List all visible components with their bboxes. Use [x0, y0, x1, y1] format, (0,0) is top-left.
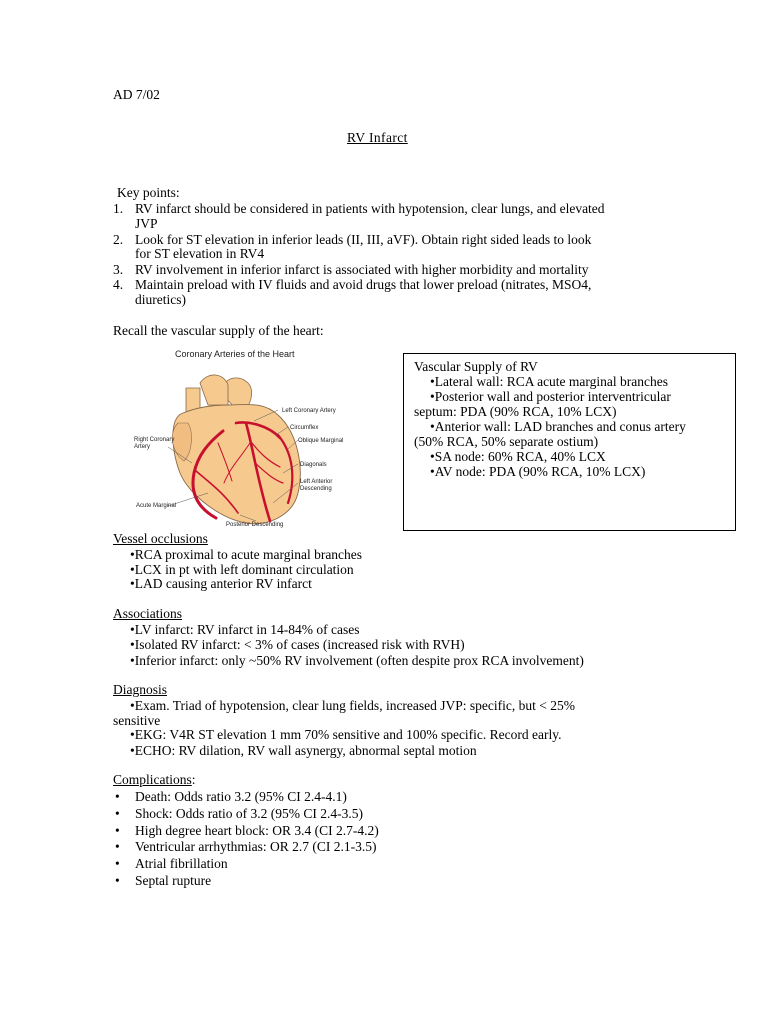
list-item: High degree heart block: OR 3.4 (CI 2.7-4.2)	[135, 823, 379, 838]
complications-heading: Complications	[113, 772, 192, 787]
list-item: RV involvement in inferior infarct is associated with higher morbidity and mortality	[135, 262, 589, 277]
bullet-icon: •	[115, 856, 120, 871]
list-item-number: 1.	[113, 201, 124, 216]
label-left-coronary-artery: Left Coronary Artery	[282, 408, 336, 414]
list-item-continued: for ST elevation in RV4	[135, 246, 265, 261]
list-item: •Inferior infarct: only ~50% RV involvement (often despite prox RCA involvement)	[130, 653, 584, 668]
diagnosis-heading: Diagnosis	[113, 682, 167, 697]
list-item: Look for ST elevation in inferior leads (II, III, aVF). Obtain right sided leads to look	[135, 232, 592, 247]
associations-heading: Associations	[113, 606, 182, 621]
vascular-box-line: •Lateral wall: RCA acute marginal branches	[430, 374, 669, 389]
list-item: •ECHO: RV dilation, RV wall asynergy, abnormal septal motion	[130, 743, 477, 758]
label-circumflex: Circumflex	[290, 425, 319, 431]
list-item-number: 2.	[113, 232, 124, 247]
bullet-icon: •	[115, 839, 120, 854]
list-item: RV infarct should be considered in patients with hypotension, clear lungs, and elevated	[135, 201, 605, 216]
occlusions-heading: Vessel occlusions	[113, 531, 208, 546]
list-item: •LCX in pt with left dominant circulation	[130, 562, 354, 577]
label-oblique-marginal: Oblique Marginal	[298, 438, 344, 444]
list-item: Atrial fibrillation	[135, 856, 228, 871]
list-item-number: 4.	[113, 277, 124, 292]
list-item-number: 3.	[113, 262, 124, 277]
bullet-icon: •	[115, 806, 120, 821]
label-posterior-descending: Posterior Descending	[226, 522, 284, 528]
list-item: Ventricular arrhythmias: OR 2.7 (CI 2.1-3.5)	[135, 839, 377, 854]
recall-text: Recall the vascular supply of the heart:	[113, 323, 324, 338]
list-item: •RCA proximal to acute marginal branches	[130, 547, 363, 562]
label-acute-marginal: Acute Marginal	[136, 503, 177, 509]
figure-title: Coronary Arteries of the Heart	[175, 349, 295, 359]
list-item: •LV infarct: RV infarct in 14-84% of cases	[130, 622, 360, 637]
vascular-box-title: Vascular Supply of RV	[414, 359, 538, 374]
label-right-coronary: Right Coronary	[134, 437, 175, 443]
list-item: Shock: Odds ratio of 3.2 (95% CI 2.4-3.5)	[135, 806, 363, 821]
bullet-icon: •	[115, 873, 120, 888]
coronary-arteries-figure	[128, 343, 344, 533]
list-item-continued: diuretics)	[135, 292, 186, 307]
vascular-box-line: •Anterior wall: LAD branches and conus artery	[430, 419, 686, 434]
list-item: •Isolated RV infarct: < 3% of cases (increased risk with RVH)	[130, 637, 465, 652]
vascular-box-line: •SA node: 60% RCA, 40% LCX	[430, 449, 606, 464]
list-item: Septal rupture	[135, 873, 212, 888]
vascular-box-line: (50% RCA, 50% separate ostium)	[414, 434, 599, 449]
page-title: RV Infarct	[347, 130, 408, 145]
key-points-heading: Key points:	[117, 185, 180, 200]
document-code: AD 7/02	[113, 87, 160, 102]
label-right-coronary-artery: Artery	[134, 444, 151, 450]
list-item: •LAD causing anterior RV infarct	[130, 576, 312, 591]
vascular-box-line: •Posterior wall and posterior interventricular	[430, 389, 671, 404]
label-left-anterior: Left Anterior	[300, 479, 333, 485]
list-item: •Exam. Triad of hypotension, clear lung fields, increased JVP: specific, but < 25%	[130, 698, 576, 713]
pulmonary-trunk-shape	[200, 375, 228, 405]
vascular-box-line: •AV node: PDA (90% RCA, 10% LCX)	[430, 464, 646, 479]
list-item: Maintain preload with IV fluids and avoid drugs that lower preload (nitrates, MSO4,	[135, 277, 592, 292]
label-descending: Descending	[300, 486, 332, 492]
list-item: •EKG: V4R ST elevation 1 mm 70% sensitive and 100% specific. Record early.	[130, 727, 562, 742]
list-item-continued: JVP	[135, 216, 158, 231]
label-diagonals: Diagonals	[300, 462, 327, 468]
bullet-icon: •	[115, 789, 120, 804]
complications-heading-wrap	[113, 772, 196, 787]
bullet-icon: •	[115, 823, 120, 838]
vascular-box-line: septum: PDA (90% RCA, 10% LCX)	[414, 404, 617, 419]
list-item: Death: Odds ratio 3.2 (95% CI 2.4-4.1)	[135, 789, 347, 804]
list-item-continued: sensitive	[113, 713, 161, 728]
complications-heading-colon: :	[191, 772, 196, 787]
